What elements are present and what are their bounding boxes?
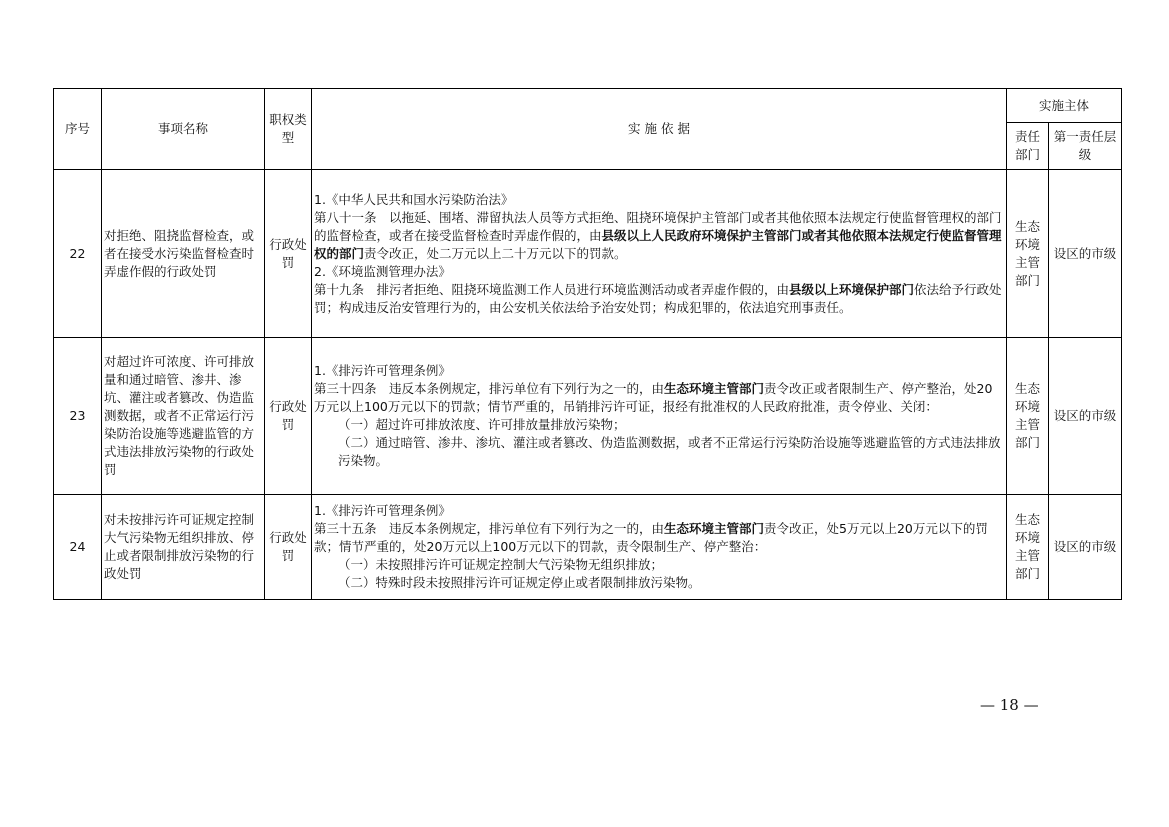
basis-text: 责令改正，处二万元以上二十万元以下的罚款。 [364, 245, 627, 261]
row-basis [312, 170, 1007, 338]
basis-text: 第八十一条 以拖延、围堵、滞留执法人员等方式拒绝、阻挠环境保护主管部门或者其他依照本法规定行使监督管理权的部门的监督检查，或者在接受监督检查时弄虚作假的，由 [314, 209, 1002, 243]
row-basis [312, 338, 1007, 495]
basis-item: （二）特殊时段未按照排污许可证规定停止或者限制排放污染物。 [338, 575, 701, 590]
row-name: 对拒绝、阻挠监督检查，或者在接受水污染监督检查时弄虚作假的行政处罚 [102, 170, 265, 338]
basis-law-title: 1.《排污许可管理条例》 [314, 363, 451, 378]
row-level: 设区的市级 [1049, 495, 1122, 600]
row-type: 行政处罚 [265, 338, 312, 495]
basis-item: （一）超过许可排放浓度、许可排放量排放污染物； [338, 417, 626, 432]
row-type: 行政处罚 [265, 495, 312, 600]
row-level: 设区的市级 [1049, 338, 1122, 495]
basis-text: 第三十四条 违反本条例规定，排污单位有下列行为之一的，由 [314, 381, 665, 396]
header-row-1 [54, 89, 1122, 123]
basis-article [314, 380, 1004, 416]
basis-text: 第十九条 排污者拒绝、阻挠环境监测工作人员进行环境监测活动或者弄虚作假的，由 [314, 281, 790, 297]
basis-law-title: 1.《排污许可管理条例》 [314, 503, 451, 518]
header-subject: 实施主体 [1007, 89, 1122, 123]
basis-text: 第三十五条 违反本条例规定，排污单位有下列行为之一的，由 [314, 521, 665, 536]
header-level: 第一责任层级 [1049, 123, 1122, 170]
table-row [54, 495, 1122, 600]
row-basis [312, 495, 1007, 600]
basis-law-title: 2.《环境监测管理办法》 [314, 263, 451, 279]
row-name: 对超过许可浓度、许可排放量和通过暗管、渗井、渗坑、灌注或者篡改、伪造监测数据，或者不正常运行污染防治设施等逃避监管的方式违法排放污染物的行政处罚 [102, 338, 265, 495]
basis-text: 责令改正或者限制生产、停产整治，处20万元以上100万元以下的罚款；情节严重的，吊销排污许可证，报经有批准权的人民政府批准，责令停业、关闭： [314, 381, 993, 414]
row-seq: 22 [54, 170, 102, 338]
header-dept: 责任部门 [1007, 123, 1049, 170]
table-row [54, 170, 1122, 338]
basis-item: （一）未按照排污许可证规定控制大气污染物无组织排放； [338, 557, 664, 572]
table-row [54, 338, 1122, 495]
row-dept: 生态环境主管部门 [1007, 495, 1049, 600]
basis-text: 责令改正，处5万元以上20万元以下的罚款；情节严重的，处20万元以上100万元以下的罚款，责令限制生产、停产整治： [314, 521, 988, 554]
row-seq: 24 [54, 495, 102, 600]
row-seq: 23 [54, 338, 102, 495]
basis-law-title: 1.《中华人民共和国水污染防治法》 [314, 191, 514, 207]
basis-authority: 县级以上人民政府环境保护主管部门或者其他依照本法规定行使监督管理权的部门 [314, 227, 1002, 261]
header-basis-text: 实 施 依 据 [628, 121, 690, 136]
row-level: 设区的市级 [1049, 170, 1122, 338]
row-type: 行政处罚 [265, 170, 312, 338]
basis-text: 依法给予行政处罚；构成违反治安管理行为的，由公安机关依法给予治安处罚；构成犯罪的，依法追究刑事责任。 [314, 281, 1002, 315]
basis-article [314, 281, 1004, 317]
basis-article [314, 209, 1004, 263]
basis-authority: 县级以上环境保护部门 [789, 281, 915, 297]
header-seq: 序号 [54, 89, 102, 170]
row-dept: 生态环境主管部门 [1007, 170, 1049, 338]
authority-table [53, 88, 1122, 600]
basis-authority: 生态环境主管部门 [664, 521, 765, 536]
basis-item: （二）通过暗管、渗井、渗坑、灌注或者篡改、伪造监测数据，或者不正常运行污染防治设施等逃避监管的方式违法排放污染物。 [338, 435, 1001, 468]
header-name: 事项名称 [102, 89, 265, 170]
row-dept: 生态环境主管部门 [1007, 338, 1049, 495]
basis-authority: 生态环境主管部门 [664, 381, 765, 396]
header-type: 职权类型 [265, 89, 312, 170]
row-name: 对未按排污许可证规定控制大气污染物无组织排放、停止或者限制排放污染物的行政处罚 [102, 495, 265, 600]
page-number: — 18 — [980, 696, 1039, 714]
header-basis [312, 89, 1007, 170]
basis-article [314, 520, 1004, 556]
